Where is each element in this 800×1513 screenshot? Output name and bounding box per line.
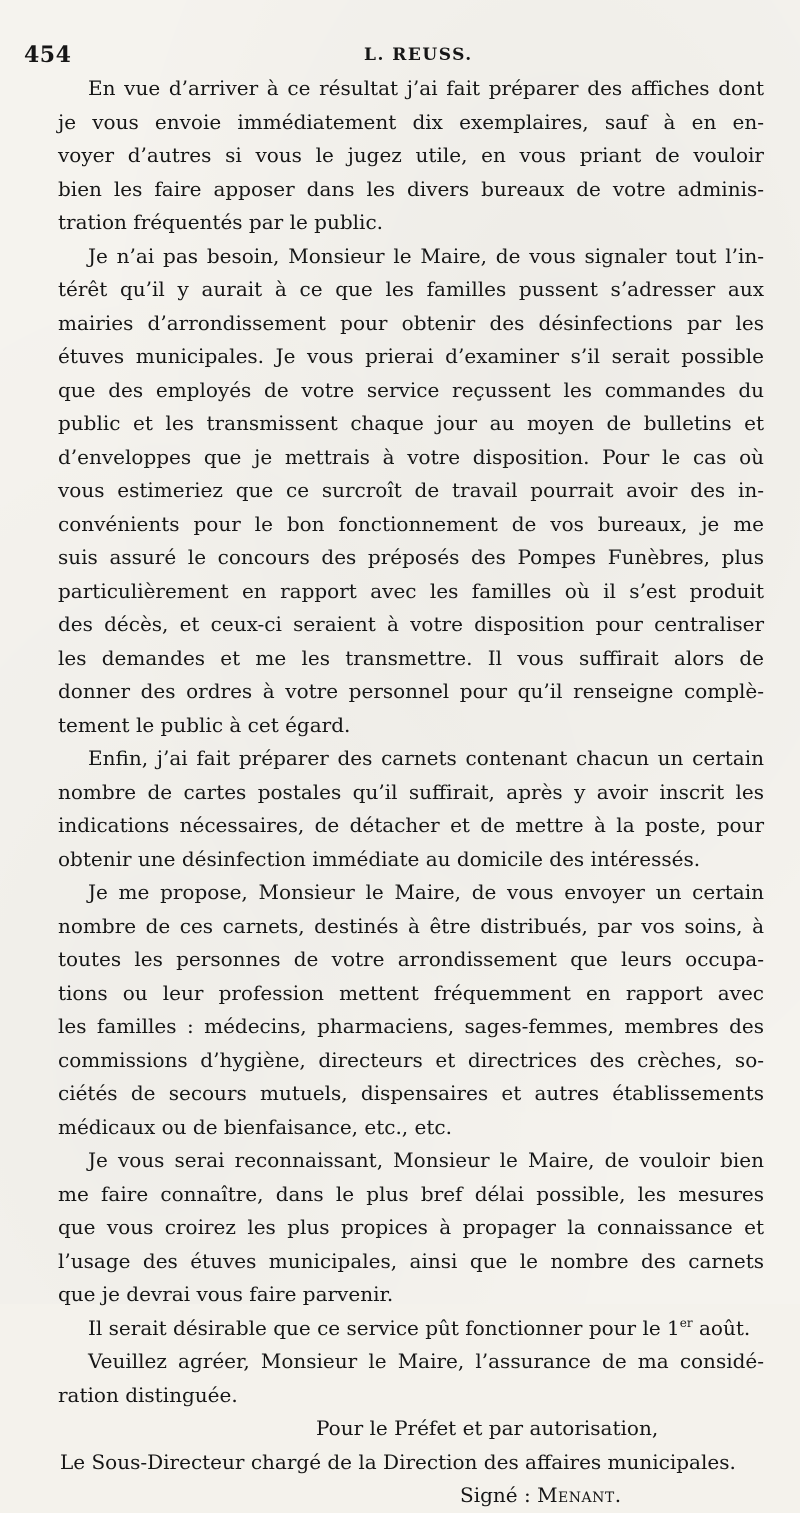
paragraph-line: suis assuré le concours des préposés des Pompes Funèbres, plus <box>58 545 764 569</box>
paragraph-line: Je n’ai pas besoin, Monsieur le Maire, de vous signaler tout l’in- <box>88 243 764 268</box>
signature-title: Le Sous-Directeur chargé de la Direction des affaires municipales. <box>60 1449 736 1474</box>
page-header <box>24 42 764 72</box>
paragraph-line: me faire connaître, dans le plus bref délai possible, les mesures <box>58 1181 764 1206</box>
paragraph-line: étuves municipales. Je vous prierai d’examiner s’il serait possible <box>58 344 764 368</box>
paragraph-line: que vous croirez les plus propices à propager la connaissance et <box>58 1215 764 1239</box>
paragraph-line: obtenir une désinfection immédiate au domicile des intéressés. <box>58 846 701 871</box>
paragraph-line: toutes les personnes de votre arrondissement que leurs occupa- <box>58 947 764 971</box>
paragraph <box>58 72 764 240</box>
paragraph-line: commissions d’hygiène, directeurs et directrices des crèches, so- <box>58 1047 764 1072</box>
paragraph-line: particulièrement en rapport avec les familles où il s’est produit <box>58 578 764 603</box>
paragraph-line: tions ou leur profession mettent fréquemment en rapport avec <box>58 980 764 1005</box>
paragraph-line: médicaux ou de bienfaisance, etc., etc. <box>58 1114 452 1139</box>
closing-paragraph <box>58 1345 764 1412</box>
paragraph <box>58 240 764 743</box>
signature-block <box>58 1412 764 1513</box>
paragraph-line: nombre de ces carnets, destinés à être distribués, par vos soins, à <box>58 913 764 938</box>
paragraph-line: Enfin, j’ai fait préparer des carnets contenant chacun un certain <box>88 746 764 770</box>
paragraph-line: convénients pour le bon fonctionnement de vos bureaux, je me <box>58 511 764 536</box>
paragraph <box>58 742 764 876</box>
page-number: 454 <box>24 42 72 68</box>
paragraph-line: je vous envoie immédiatement dix exemplaires, sauf à en en- <box>58 109 764 134</box>
paragraph-line: des décès, et ceux-ci seraient à votre disposition pour centraliser <box>58 612 764 636</box>
paragraph-line: En vue d’arriver à ce résultat j’ai fait préparer des affiches dont <box>88 76 764 100</box>
ordinal-superscript: er <box>679 1315 693 1330</box>
signer-name: Menant. <box>537 1483 622 1507</box>
date-sentence-end: août. <box>692 1315 751 1340</box>
paragraph-line: mairies d’arrondissement pour obtenir des désinfections par les <box>58 310 764 335</box>
paragraph-line: que des employés de votre service reçussent les commandes du <box>58 377 764 402</box>
paragraph-line: vous estimeriez que ce surcroît de travail pourrait avoir des in- <box>58 478 764 502</box>
paragraph-line: que je devrai vous faire parvenir. <box>58 1282 394 1306</box>
paragraph-line: l’usage des étuves municipales, ainsi que le nombre des carnets <box>58 1248 764 1273</box>
paragraph-line: public et les transmissent chaque jour au moyen de bulletins et <box>58 411 764 435</box>
paragraph <box>58 1144 764 1312</box>
paragraph-line: Je vous serai reconnaissant, Monsieur le Maire, de vouloir bien <box>88 1148 764 1172</box>
signature-signed <box>58 1479 764 1513</box>
closing-line: ration distinguée. <box>58 1382 238 1407</box>
letter-body <box>58 72 764 1513</box>
paragraph-line: tement le public à cet égard. <box>58 712 351 737</box>
paragraph-line: ciétés de secours mutuels, dispensaires et autres établissements <box>58 1081 764 1105</box>
paragraph-line: les familles : médecins, pharmaciens, sages-femmes, membres des <box>58 1014 764 1038</box>
paragraph-line: d’enveloppes que je mettrais à votre disposition. Pour le cas où <box>58 444 764 469</box>
paragraph-line: tration fréquentés par le public. <box>58 210 383 234</box>
paragraph-line: donner des ordres à votre personnel pour qu’il renseigne complè- <box>58 679 764 703</box>
paragraph-line: térêt qu’il y aurait à ce que les familles pussent s’adresser aux <box>58 277 764 301</box>
paragraph-line: les demandes et me les transmettre. Il vous suffirait alors de <box>58 645 764 670</box>
paragraph-line: nombre de cartes postales qu’il suffirait, après y avoir inscrit les <box>58 779 764 804</box>
paragraph-line: bien les faire apposer dans les divers bureaux de votre adminis- <box>58 176 764 201</box>
running-head: L. REUSS. <box>364 45 473 65</box>
paragraph-line: indications nécessaires, de détacher et de mettre à la poste, pour <box>58 813 764 837</box>
signed-label: Signé : <box>460 1483 538 1507</box>
paragraph-line: voyer d’autres si vous le jugez utile, en vous priant de vouloir <box>58 143 764 167</box>
date-sentence-text: Il serait désirable que ce service pût fonctionner pour le 1 <box>88 1315 680 1340</box>
closing-line: Veuillez agréer, Monsieur le Maire, l’assurance de ma considé- <box>88 1349 764 1373</box>
signature-authority: Pour le Préfet et par autorisation, <box>316 1416 659 1440</box>
paragraph <box>58 876 764 1144</box>
date-sentence <box>58 1312 764 1346</box>
paragraph-line: Je me propose, Monsieur le Maire, de vous envoyer un certain <box>88 880 764 904</box>
